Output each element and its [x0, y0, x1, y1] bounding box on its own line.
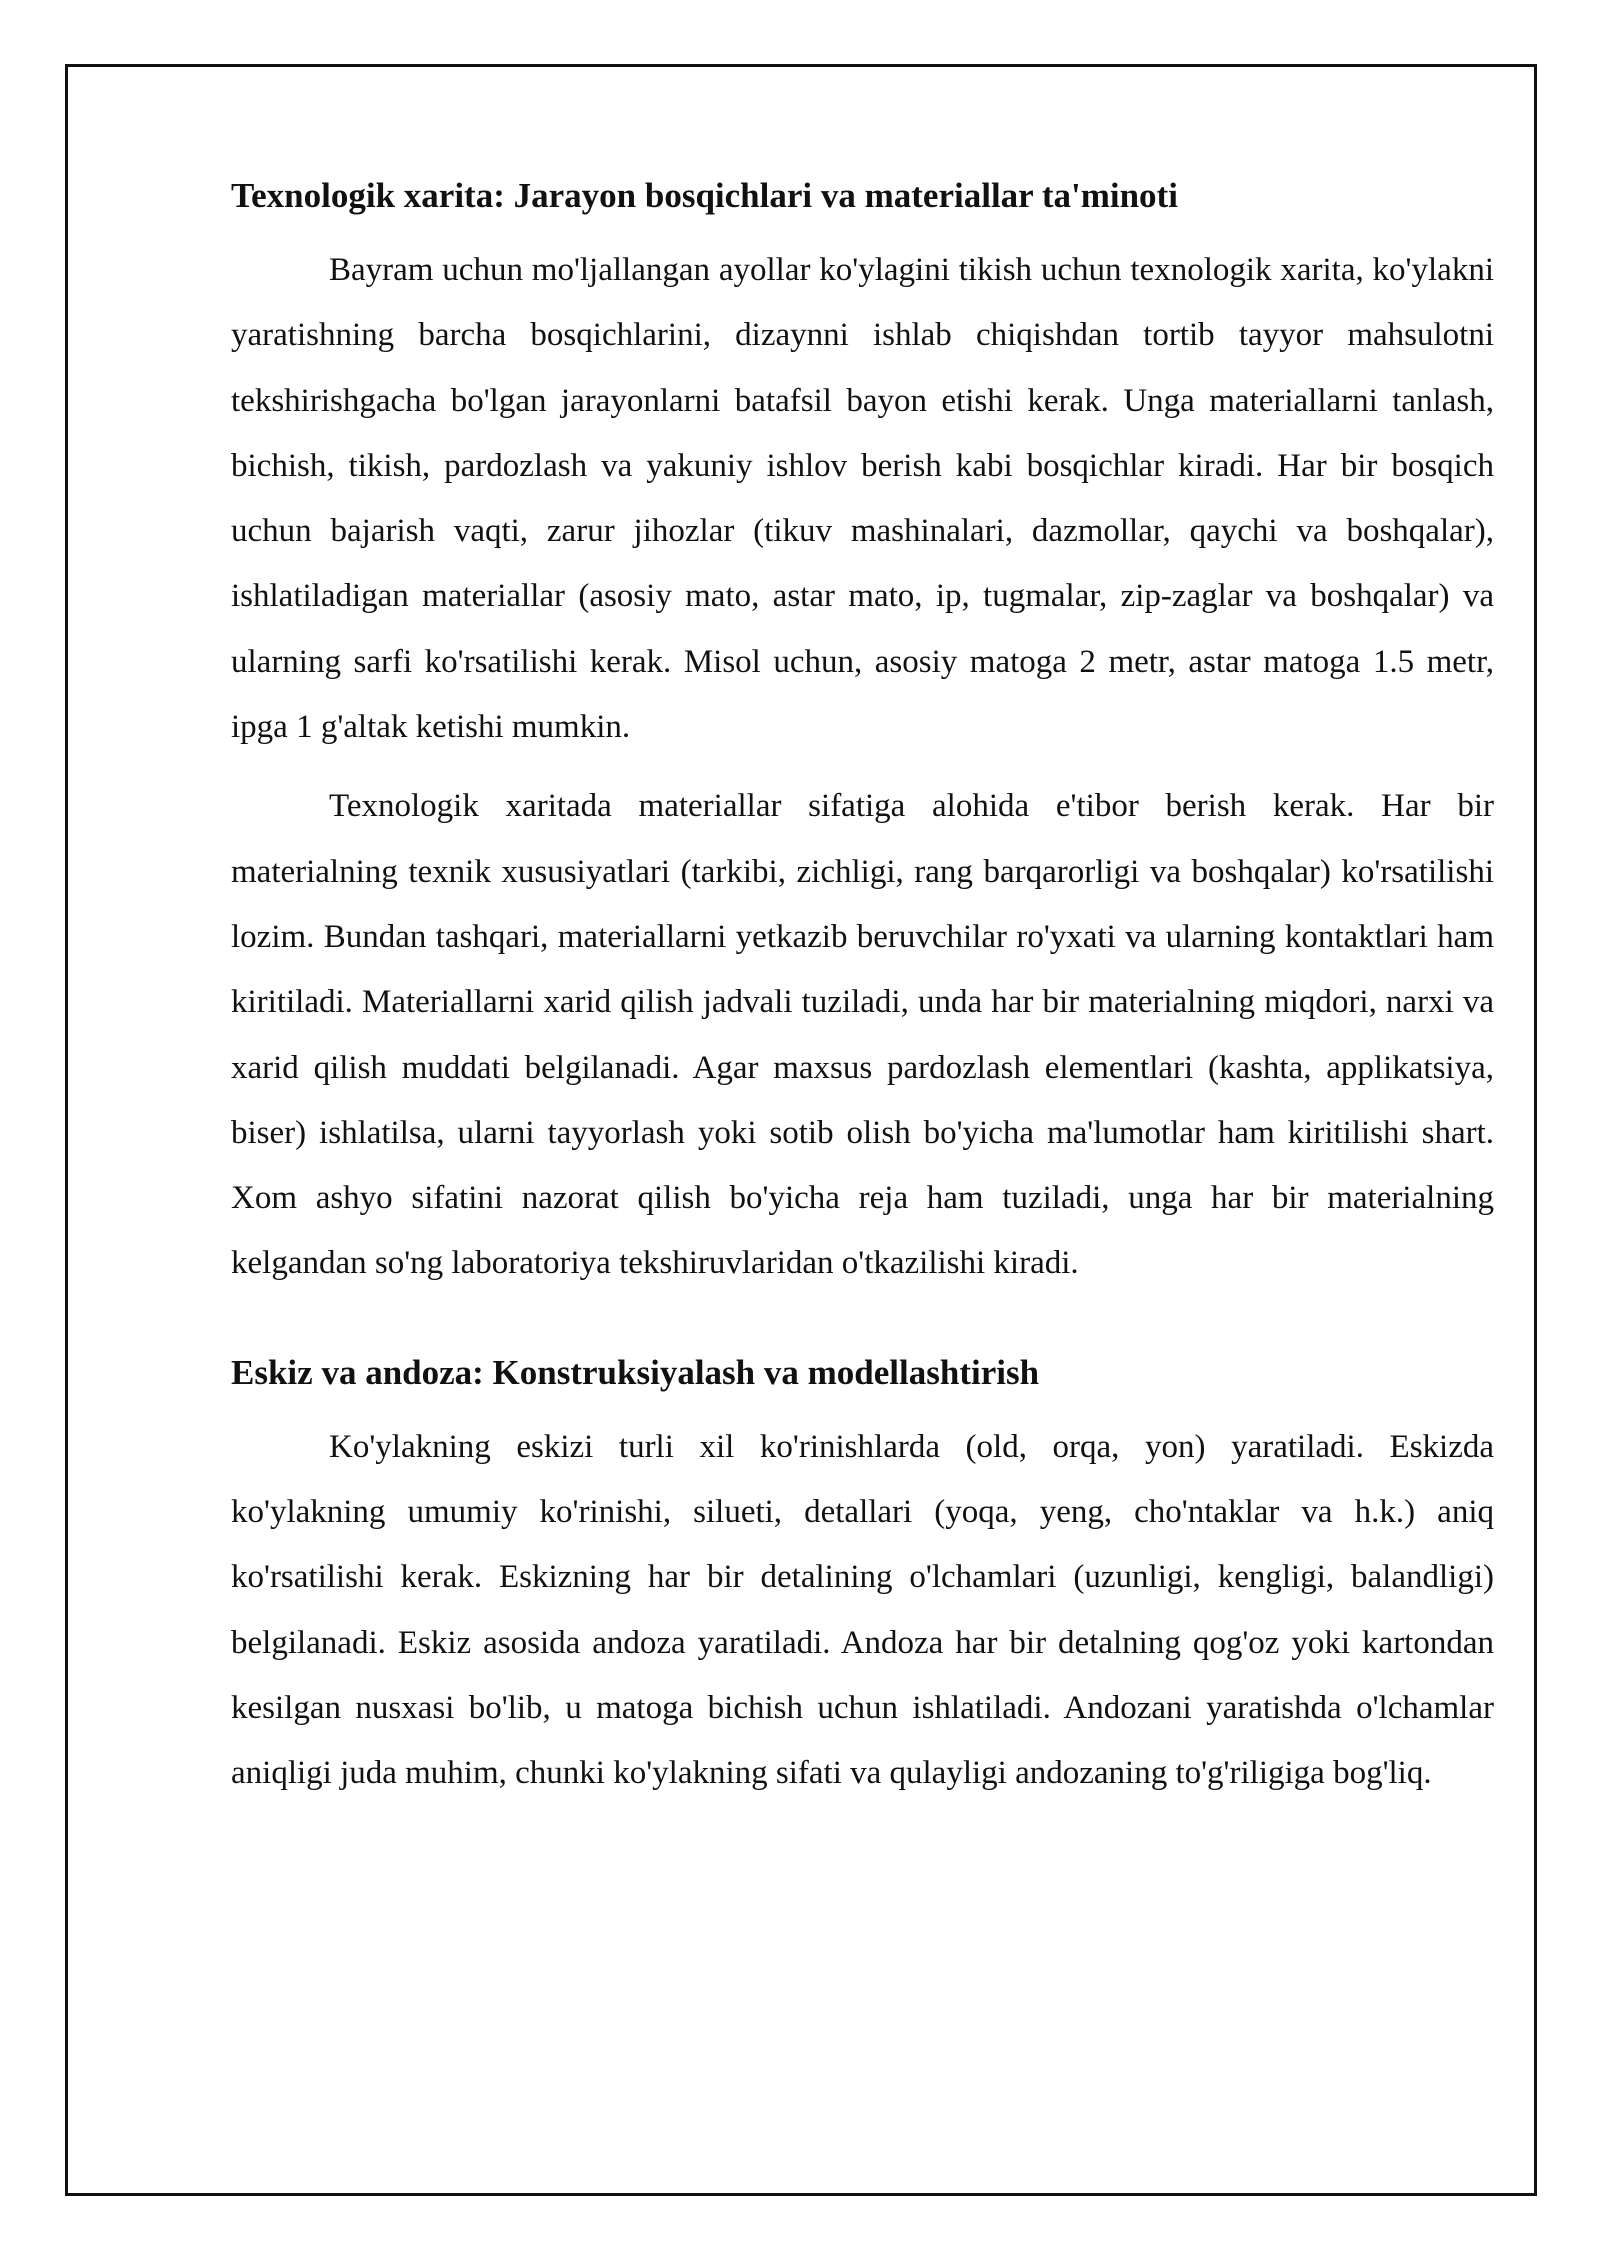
section-heading-technological-map: Texnologik xarita: Jarayon bosqichlari va materiallar ta'minoti: [231, 176, 1178, 215]
paragraph-sketch-and-pattern: Ko'ylakning eskizi turli xil ko'rinishlarda (old, orqa, yon) yaratiladi. Eskizda ko'ylakning umumiy ko'rinishi, silueti, detallari (yoqa, yeng, cho'ntaklar va h.k.) aniq ko'rsatilishi kerak. Eskizning har bir detalining o'lchamlari (uzunligi, kengligi, balandligi) belgilanadi. Eskiz asosida andoza yaratiladi. Andoza har bir detalning qog'oz yoki kartondan kesilgan nusxasi bo'lib, u matoga bichish uchun ishlatiladi. Andozani yaratishda o'lchamlar aniqligi juda muhim, chunki ko'ylakning sifati va qulayligi andozaning to'g'riligiga bog'liq.: [231, 1428, 1494, 1792]
section-heading-sketch-and-pattern: Eskiz va andoza: Konstruksiyalash va modellashtirish: [231, 1352, 1040, 1392]
document-body: [231, 160, 1494, 1807]
paragraph-technological-map-stages: Bayram uchun mo'ljallangan ayollar ko'ylagini tikish uchun texnologik xarita, ko'ylakni yaratishning barcha bosqichlarini, dizaynni ishlab chiqishdan tortib tayyor mahsulotni tekshirishgacha bo'lgan jarayonlarni batafsil bayon etishi kerak. Unga materiallarni tanlash, bichish, tikish, pardozlash va yakuniy ishlov berish kabi bosqichlar kiradi. Har bir bosqich uchun bajarish vaqti, zarur jihozlar (tikuv mashinalari, dazmollar, qaychi va boshqalar), ishlatiladigan materiallar (asosiy mato, astar mato, ip, tugmalar, zip-zaglar va boshqalar) va ularning sarfi ko'rsatilishi kerak. Misol uchun, asosiy matoga 2 metr, astar matoga 1.5 metr, ipga 1 g'altak ketishi mumkin.: [231, 252, 1494, 746]
paragraph-materials-quality: Texnologik xaritada materiallar sifatiga alohida e'tibor berish kerak. Har bir materialning texnik xususiyatlari (tarkibi, zichligi, rang barqarorligi va boshqalar) ko'rsatilishi lozim. Bundan tashqari, materiallarni yetkazib beruvchilar ro'yxati va ularning kontaktlari ham kiritiladi. Materiallarni xarid qilish jadvali tuziladi, unda har bir materialning miqdori, narxi va xarid qilish muddati belgilanadi. Agar maxsus pardozlash elementlari (kashta, applikatsiya, biser) ishlatilsa, ularni tayyorlash yoki sotib olish bo'yicha ma'lumotlar ham kiritilishi shart. Xom ashyo sifatini nazorat qilish bo'yicha reja ham tuziladi, unga har bir materialning kelgandan so'ng laboratoriya tekshiruvlaridan o'tkazilishi kiradi.: [231, 788, 1494, 1282]
